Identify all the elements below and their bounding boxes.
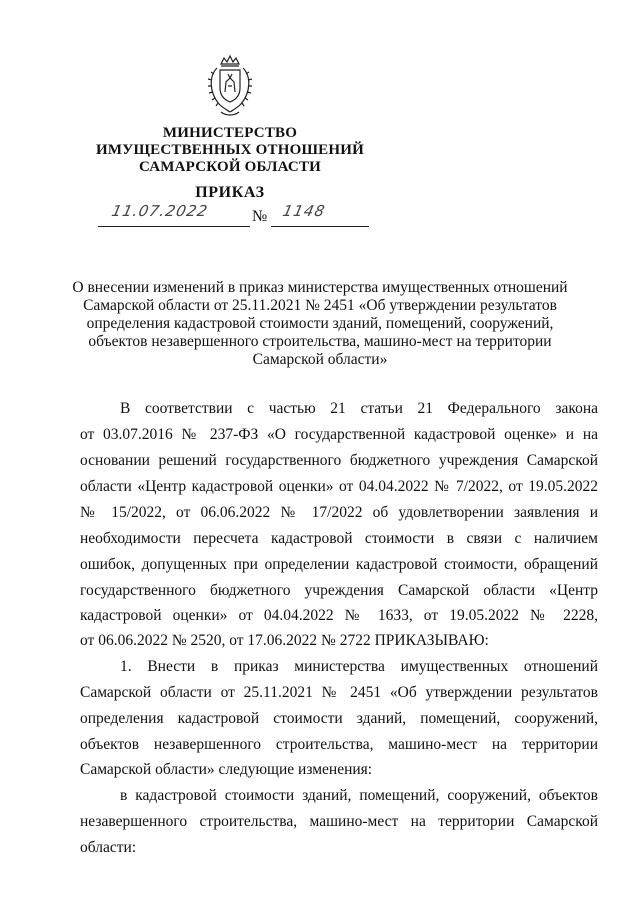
paragraph-line: Самарской области от 25.11.2021 № 2451 «Об утверждении результатов <box>80 684 598 701</box>
number-sign: № <box>252 208 268 225</box>
subject-line: Самарской области» <box>252 351 388 368</box>
paragraph-line: № 15/2022, от 06.06.2022 № 17/2022 об удовлетворении заявления и <box>80 504 598 521</box>
handwritten-date: 11.07.2022 <box>110 202 210 220</box>
subject-line: определения кадастровой стоимости зданий, помещений, сооружений, <box>86 315 554 332</box>
subject-line: О внесении изменений в приказ министерства имущественных отношений <box>72 279 568 296</box>
coat-of-arms-icon <box>199 52 261 120</box>
number-field <box>271 202 369 227</box>
ministry-title-line: САМАРСКОЙ ОБЛАСТИ <box>138 159 322 175</box>
paragraph-line: в кадастровой стоимости зданий, помещений, сооружений, объектов <box>120 787 598 804</box>
paragraph-line: необходимости пересчета кадастровой стоимости в связи с наличием <box>80 530 598 547</box>
paragraph-line: определения кадастровой стоимости зданий, помещений, сооружений, <box>80 710 598 727</box>
paragraph-line: государственного бюджетного учреждения Самарской области «Центр <box>80 582 598 599</box>
paragraph-line: ошибок, допущенных при определении кадастровой стоимости, обращений <box>80 556 598 573</box>
paragraph-line: В соответствии с частью 21 статьи 21 Федерального закона <box>120 400 598 417</box>
paragraph-line: кадастровой оценки» от 04.04.2022 № 1633, от 19.05.2022 № 2228, <box>80 607 598 624</box>
subject-line: Самарской области от 25.11.2021 № 2451 «Об утверждении результатов <box>83 297 557 314</box>
ministry-title-line: МИНИСТЕРСТВО <box>162 125 298 141</box>
paragraph-line: 1. Внести в приказ министерства имущественных отношений <box>120 658 598 675</box>
paragraph-line: Самарской области» следующие изменения: <box>80 761 373 778</box>
handwritten-number: 1148 <box>281 202 328 220</box>
subject-line: объектов незавершенного строительства, машино-мест на территории <box>88 333 552 350</box>
paragraph-line: объектов незавершенного строительства, машино-мест на территории <box>80 736 598 753</box>
paragraph-line: области «Центр кадастровой оценки» от 04.04.2022 № 7/2022, от 19.05.2022 <box>80 478 598 495</box>
document-type: ПРИКАЗ <box>195 184 265 201</box>
date-field <box>98 202 250 227</box>
ministry-title-line: ИМУЩЕСТВЕННЫХ ОТНОШЕНИЙ <box>96 142 364 158</box>
paragraph-line: от 03.07.2016 № 237-ФЗ «О государственной кадастровой оценке» и на <box>80 426 598 443</box>
paragraph-line: основании решений государственного бюджетного учреждения Самарской <box>80 452 598 469</box>
paragraph-line: от 06.06.2022 № 2520, от 17.06.2022 № 2722 ПРИКАЗЫВАЮ: <box>80 632 489 649</box>
paragraph-line: незавершенного строительства, машино-мест на территории Самарской <box>80 813 598 830</box>
paragraph-line: области: <box>80 839 137 856</box>
